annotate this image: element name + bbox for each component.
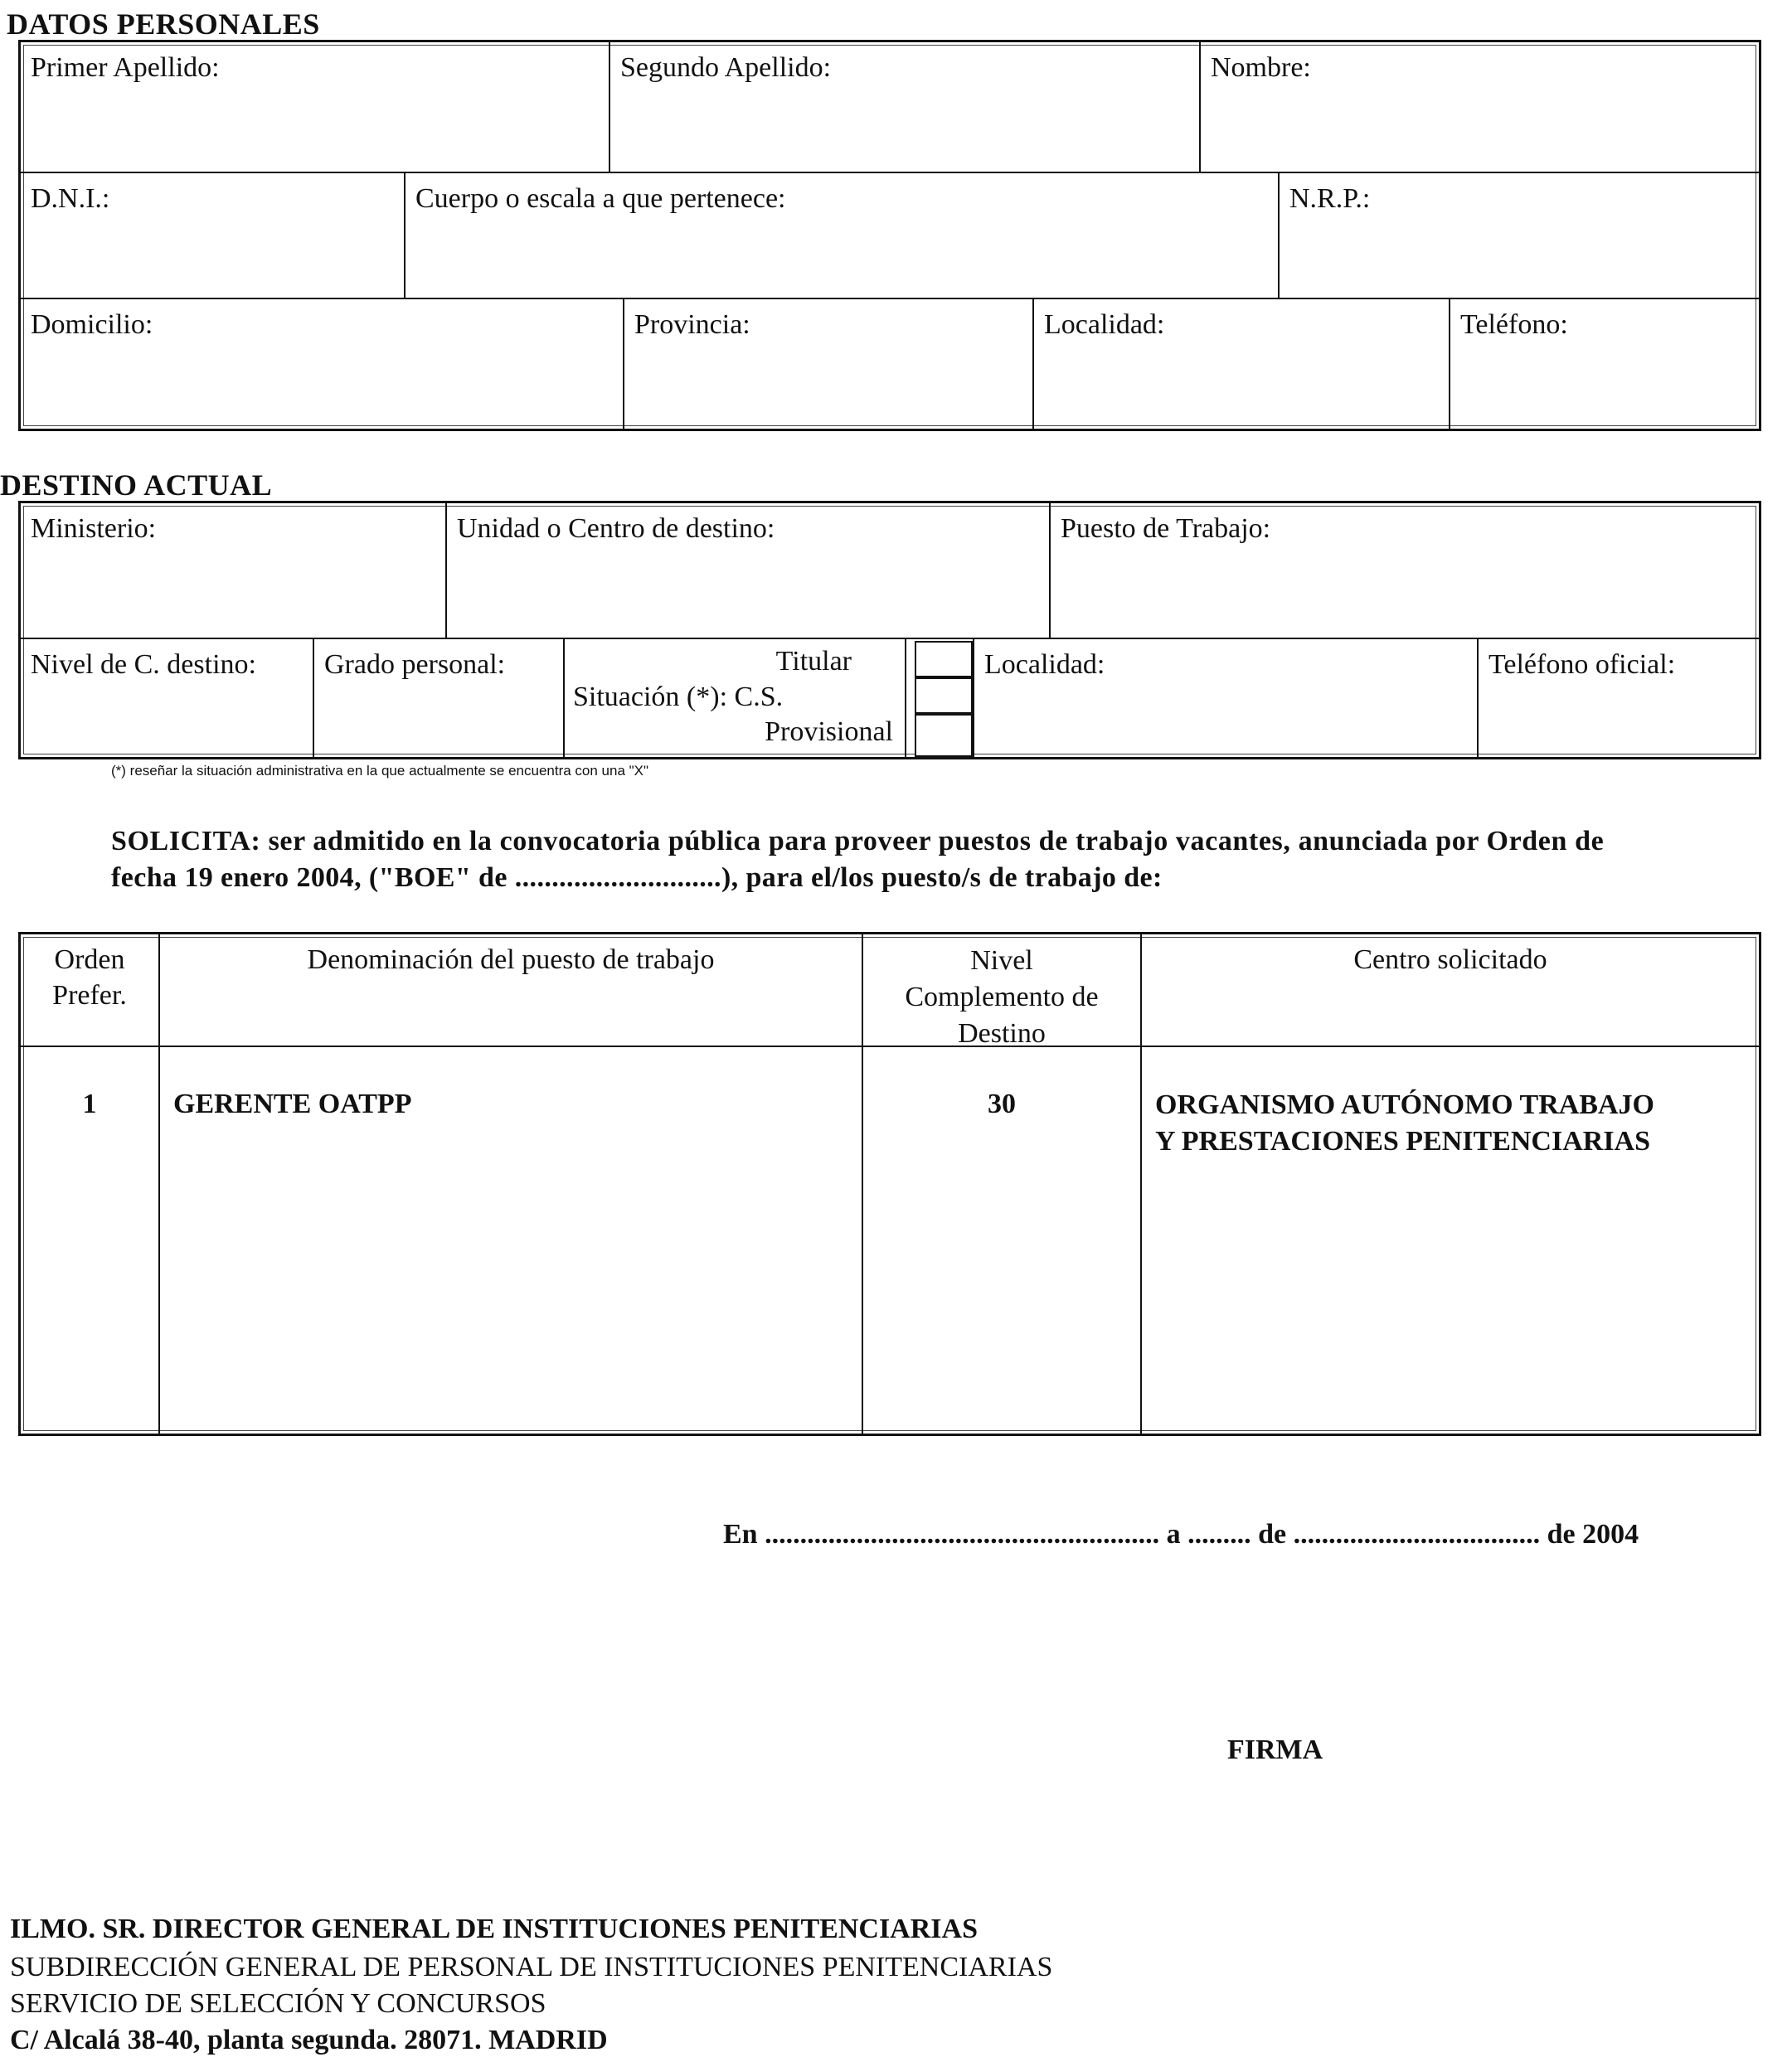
telefono-label: Teléfono: — [1460, 309, 1568, 340]
localidad-field[interactable] — [1034, 299, 1450, 429]
nivel-destino-field[interactable] — [21, 639, 314, 757]
provisional-checkbox[interactable] — [915, 714, 973, 757]
row-centro-line-2: Y PRESTACIONES PENITENCIARIAS — [1155, 1126, 1651, 1157]
row-orden-value: 1 — [82, 1089, 97, 1119]
cs-checkbox[interactable] — [915, 677, 973, 714]
localidad-label: Localidad: — [1044, 309, 1165, 340]
solicita-line-1: SOLICITA: ser admitido en la convocatoria pública para proveer puestos de trabajo vacantes, anunciada por Orden de — [111, 826, 1605, 856]
header-centro — [1142, 934, 1759, 1047]
header-nivel-line-1: Nivel — [970, 945, 1033, 976]
grado-personal-field[interactable] — [314, 639, 565, 757]
localidad-oficial-field[interactable] — [973, 639, 1479, 757]
ministerio-field[interactable] — [21, 503, 447, 639]
datos-personales-box — [18, 40, 1761, 431]
provincia-field[interactable] — [624, 299, 1034, 429]
puestos-table — [18, 932, 1761, 1436]
header-nivel-line-3: Destino — [958, 1018, 1046, 1050]
ministerio-label: Ministerio: — [31, 513, 157, 544]
destinatario-line-1: ILMO. SR. DIRECTOR GENERAL DE INSTITUCIONES PENITENCIARIAS — [10, 1914, 978, 1944]
dni-field[interactable] — [21, 173, 406, 299]
row-orden — [21, 1047, 160, 1434]
domicilio-field[interactable] — [21, 299, 624, 429]
row-centro-line-1: ORGANISMO AUTÓNOMO TRABAJO — [1155, 1089, 1654, 1120]
row-nivel-value: 30 — [988, 1089, 1016, 1119]
segundo-apellido-label: Segundo Apellido: — [620, 52, 832, 83]
footnote: (*) reseñar la situación administrativa en la que actualmente se encuentra con una "X" — [111, 763, 649, 779]
header-centro-text: Centro solicitado — [1353, 944, 1547, 975]
datos-personales-title: DATOS PERSONALES — [7, 7, 320, 41]
header-nivel-line-2: Complemento de — [905, 982, 1099, 1013]
primer-apellido-field[interactable] — [21, 42, 610, 173]
telefono-field[interactable] — [1450, 299, 1759, 429]
titular-checkbox[interactable] — [915, 641, 973, 677]
cuerpo-label: Cuerpo o escala a que pertenece: — [415, 183, 786, 214]
destinatario-line-2: SUBDIRECCIÓN GENERAL DE PERSONAL DE INSTITUCIONES PENITENCIARIAS — [10, 1952, 1053, 1982]
situacion-label: Situación (*): C.S. — [573, 681, 784, 712]
row-denominacion — [160, 1047, 863, 1434]
localidad-oficial-label: Localidad: — [984, 649, 1105, 680]
unidad-field[interactable] — [447, 503, 1051, 639]
unidad-label: Unidad o Centro de destino: — [457, 513, 775, 544]
domicilio-label: Domicilio: — [31, 309, 153, 340]
destino-actual-box — [18, 501, 1761, 759]
nrp-label: N.R.P.: — [1289, 183, 1371, 214]
solicita-line-2: fecha 19 enero 2004, ("BOE" de ............................), para el/los puesto/s de trabajo de: — [111, 862, 1163, 893]
nombre-label: Nombre: — [1211, 52, 1311, 83]
provincia-label: Provincia: — [634, 309, 750, 340]
telefono-oficial-label: Teléfono oficial: — [1488, 649, 1676, 680]
firma-label: FIRMA — [1227, 1735, 1323, 1765]
header-orden-line-1: Orden — [54, 944, 125, 975]
row-centro — [1142, 1047, 1759, 1434]
header-orden — [21, 934, 160, 1047]
fecha-line: En ........................................................ a ......... de ................................... de 2004 — [723, 1519, 1639, 1550]
header-nivel — [863, 934, 1142, 1050]
cuerpo-field[interactable] — [406, 173, 1280, 299]
nivel-destino-label: Nivel de C. destino: — [31, 649, 256, 680]
puesto-label: Puesto de Trabajo: — [1061, 513, 1271, 544]
header-denominacion — [160, 934, 863, 1047]
row-denominacion-value: GERENTE OATPP — [173, 1089, 412, 1119]
situacion-provisional-label: Provisional — [765, 716, 893, 747]
dni-label: D.N.I.: — [31, 183, 110, 214]
header-orden-line-2: Prefer. — [52, 979, 127, 1011]
nombre-field[interactable] — [1201, 42, 1759, 173]
situacion-titular-label: Titular — [775, 646, 852, 677]
nrp-field[interactable] — [1280, 173, 1759, 299]
grado-personal-label: Grado personal: — [324, 649, 506, 680]
primer-apellido-label: Primer Apellido: — [31, 52, 220, 83]
destino-actual-title: DESTINO ACTUAL — [0, 468, 273, 502]
segundo-apellido-field[interactable] — [610, 42, 1201, 173]
puesto-field[interactable] — [1051, 503, 1759, 639]
situacion-field — [565, 639, 906, 757]
telefono-oficial-field[interactable] — [1479, 639, 1759, 757]
header-denominacion-text: Denominación del puesto de trabajo — [307, 944, 715, 975]
destinatario-line-3: SERVICIO DE SELECCIÓN Y CONCURSOS — [10, 1988, 546, 2019]
destinatario-line-4: C/ Alcalá 38-40, planta segunda. 28071. MADRID — [10, 2025, 608, 2055]
row-nivel — [863, 1047, 1142, 1434]
